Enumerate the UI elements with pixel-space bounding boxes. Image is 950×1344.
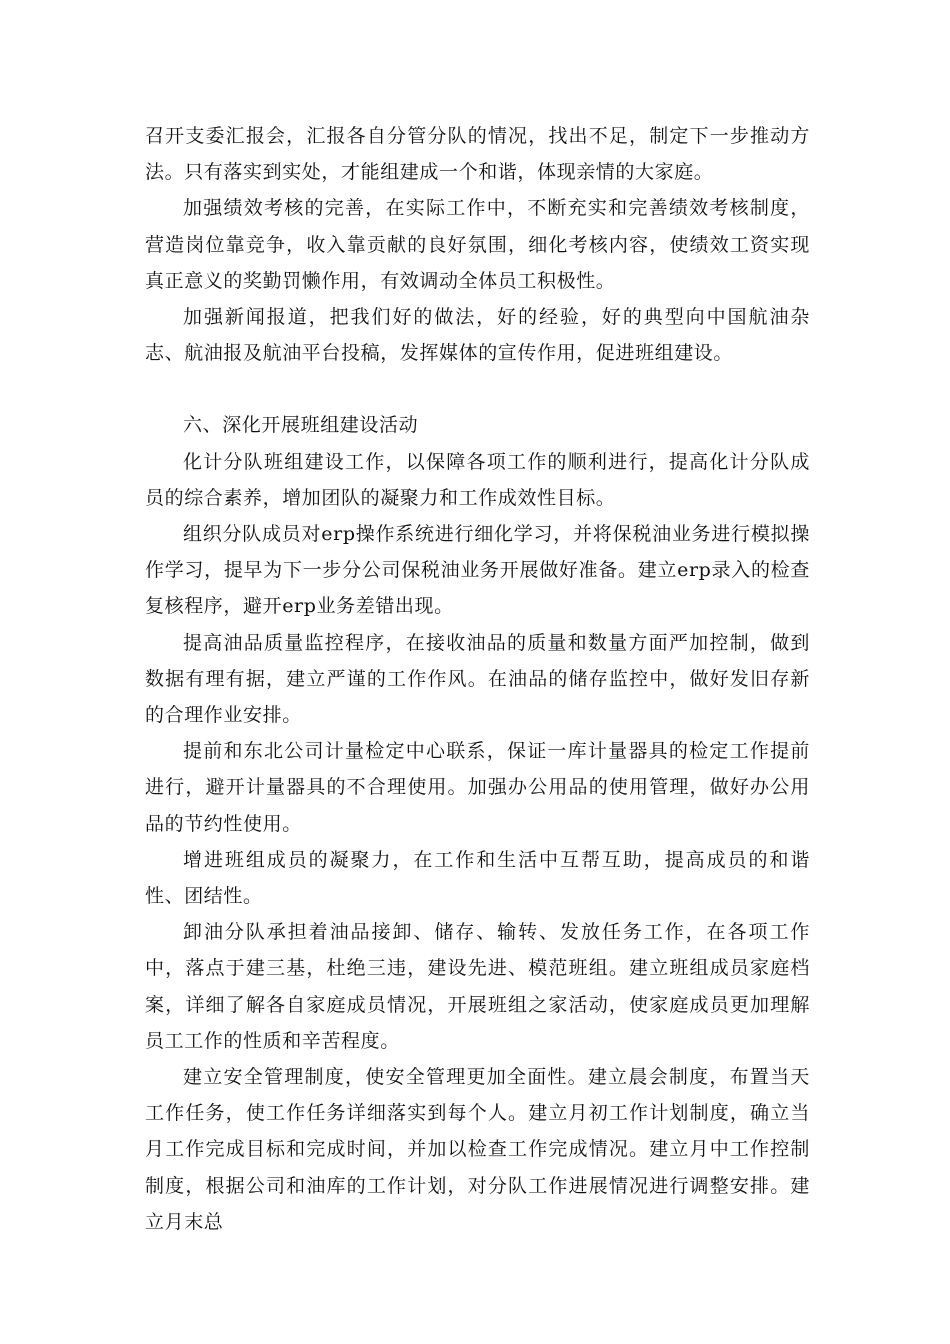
- paragraph-safety-management: 建立安全管理制度，使安全管理更加全面性。建立晨会制度，布置当天工作任务，使工作任务详细落实到每个人。建立月初工作计划制度，确立当月工作完成目标和完成时间，并加以检查工作完成情况。建立月中工作控制制度，根据公司和油库的工作计划，对分队工作进展情况进行调整安排。建立月末总: [145, 1066, 810, 1233]
- paragraph-team-building-goal: 化计分队班组建设工作，以保障各项工作的顺利进行，提高化计分队成员的综合素养，增加团队的凝聚力和工作成效性目标。: [145, 450, 810, 509]
- paragraph-news-reporting: 加强新闻报道，把我们好的做法，好的经验，好的典型向中国航油杂志、航油报及航油平台投稿，发挥媒体的宣传作用，促进班组建设。: [145, 306, 810, 365]
- paragraph-erp-training: 组织分队成员对erp操作系统进行细化学习，并将保税油业务进行模拟操作学习，提早为下一步分公司保税油业务开展做好准备。建立erp录入的检查复核程序，避开erp业务差错出现。: [145, 523, 810, 618]
- paragraph-unloading-team: 卸油分队承担着油品接卸、储存、输转、发放任务工作，在各项工作中，落点于建三基，杜绝三违，建设先进、模范班组。建立班组成员家庭档案，详细了解各自家庭成员情况，开展班组之家活动，使家庭成员更加理解员工工作的性质和辛苦程度。: [145, 921, 810, 1052]
- paragraph-quality-monitoring: 提高油品质量监控程序，在接收油品的质量和数量方面严加控制，做到数据有理有据，建立严谨的工作作风。在油品的储存监控中，做好发旧存新的合理作业安排。: [145, 631, 810, 727]
- paragraph-performance-review: 加强绩效考核的完善，在实际工作中，不断充实和完善绩效考核制度，营造岗位靠竞争，收入靠贡献的良好氛围，细化考核内容，使绩效工资实现真正意义的奖勤罚懒作用，有效调动全体员工积极性。: [145, 197, 810, 292]
- paragraph-metering-calibration: 提前和东北公司计量检定中心联系，保证一库计量器具的检定工作提前进行，避开计量器具的不合理使用。加强办公用品的使用管理，做好办公用品的节约性使用。: [145, 740, 810, 835]
- document-body: [145, 118, 810, 1240]
- section-heading-six: 六、深化开展班组建设活动: [183, 414, 419, 437]
- paragraph-team-cohesion: 增进班组成员的凝聚力，在工作和生活中互帮互助，提高成员的和谐性、团结性。: [145, 848, 810, 908]
- paragraph-branch-report: 召开支委汇报会，汇报各自分管分队的情况，找出不足，制定下一步推动方法。只有落实到实处，才能组建成一个和谐，体现亲情的大家庭。: [145, 125, 810, 184]
